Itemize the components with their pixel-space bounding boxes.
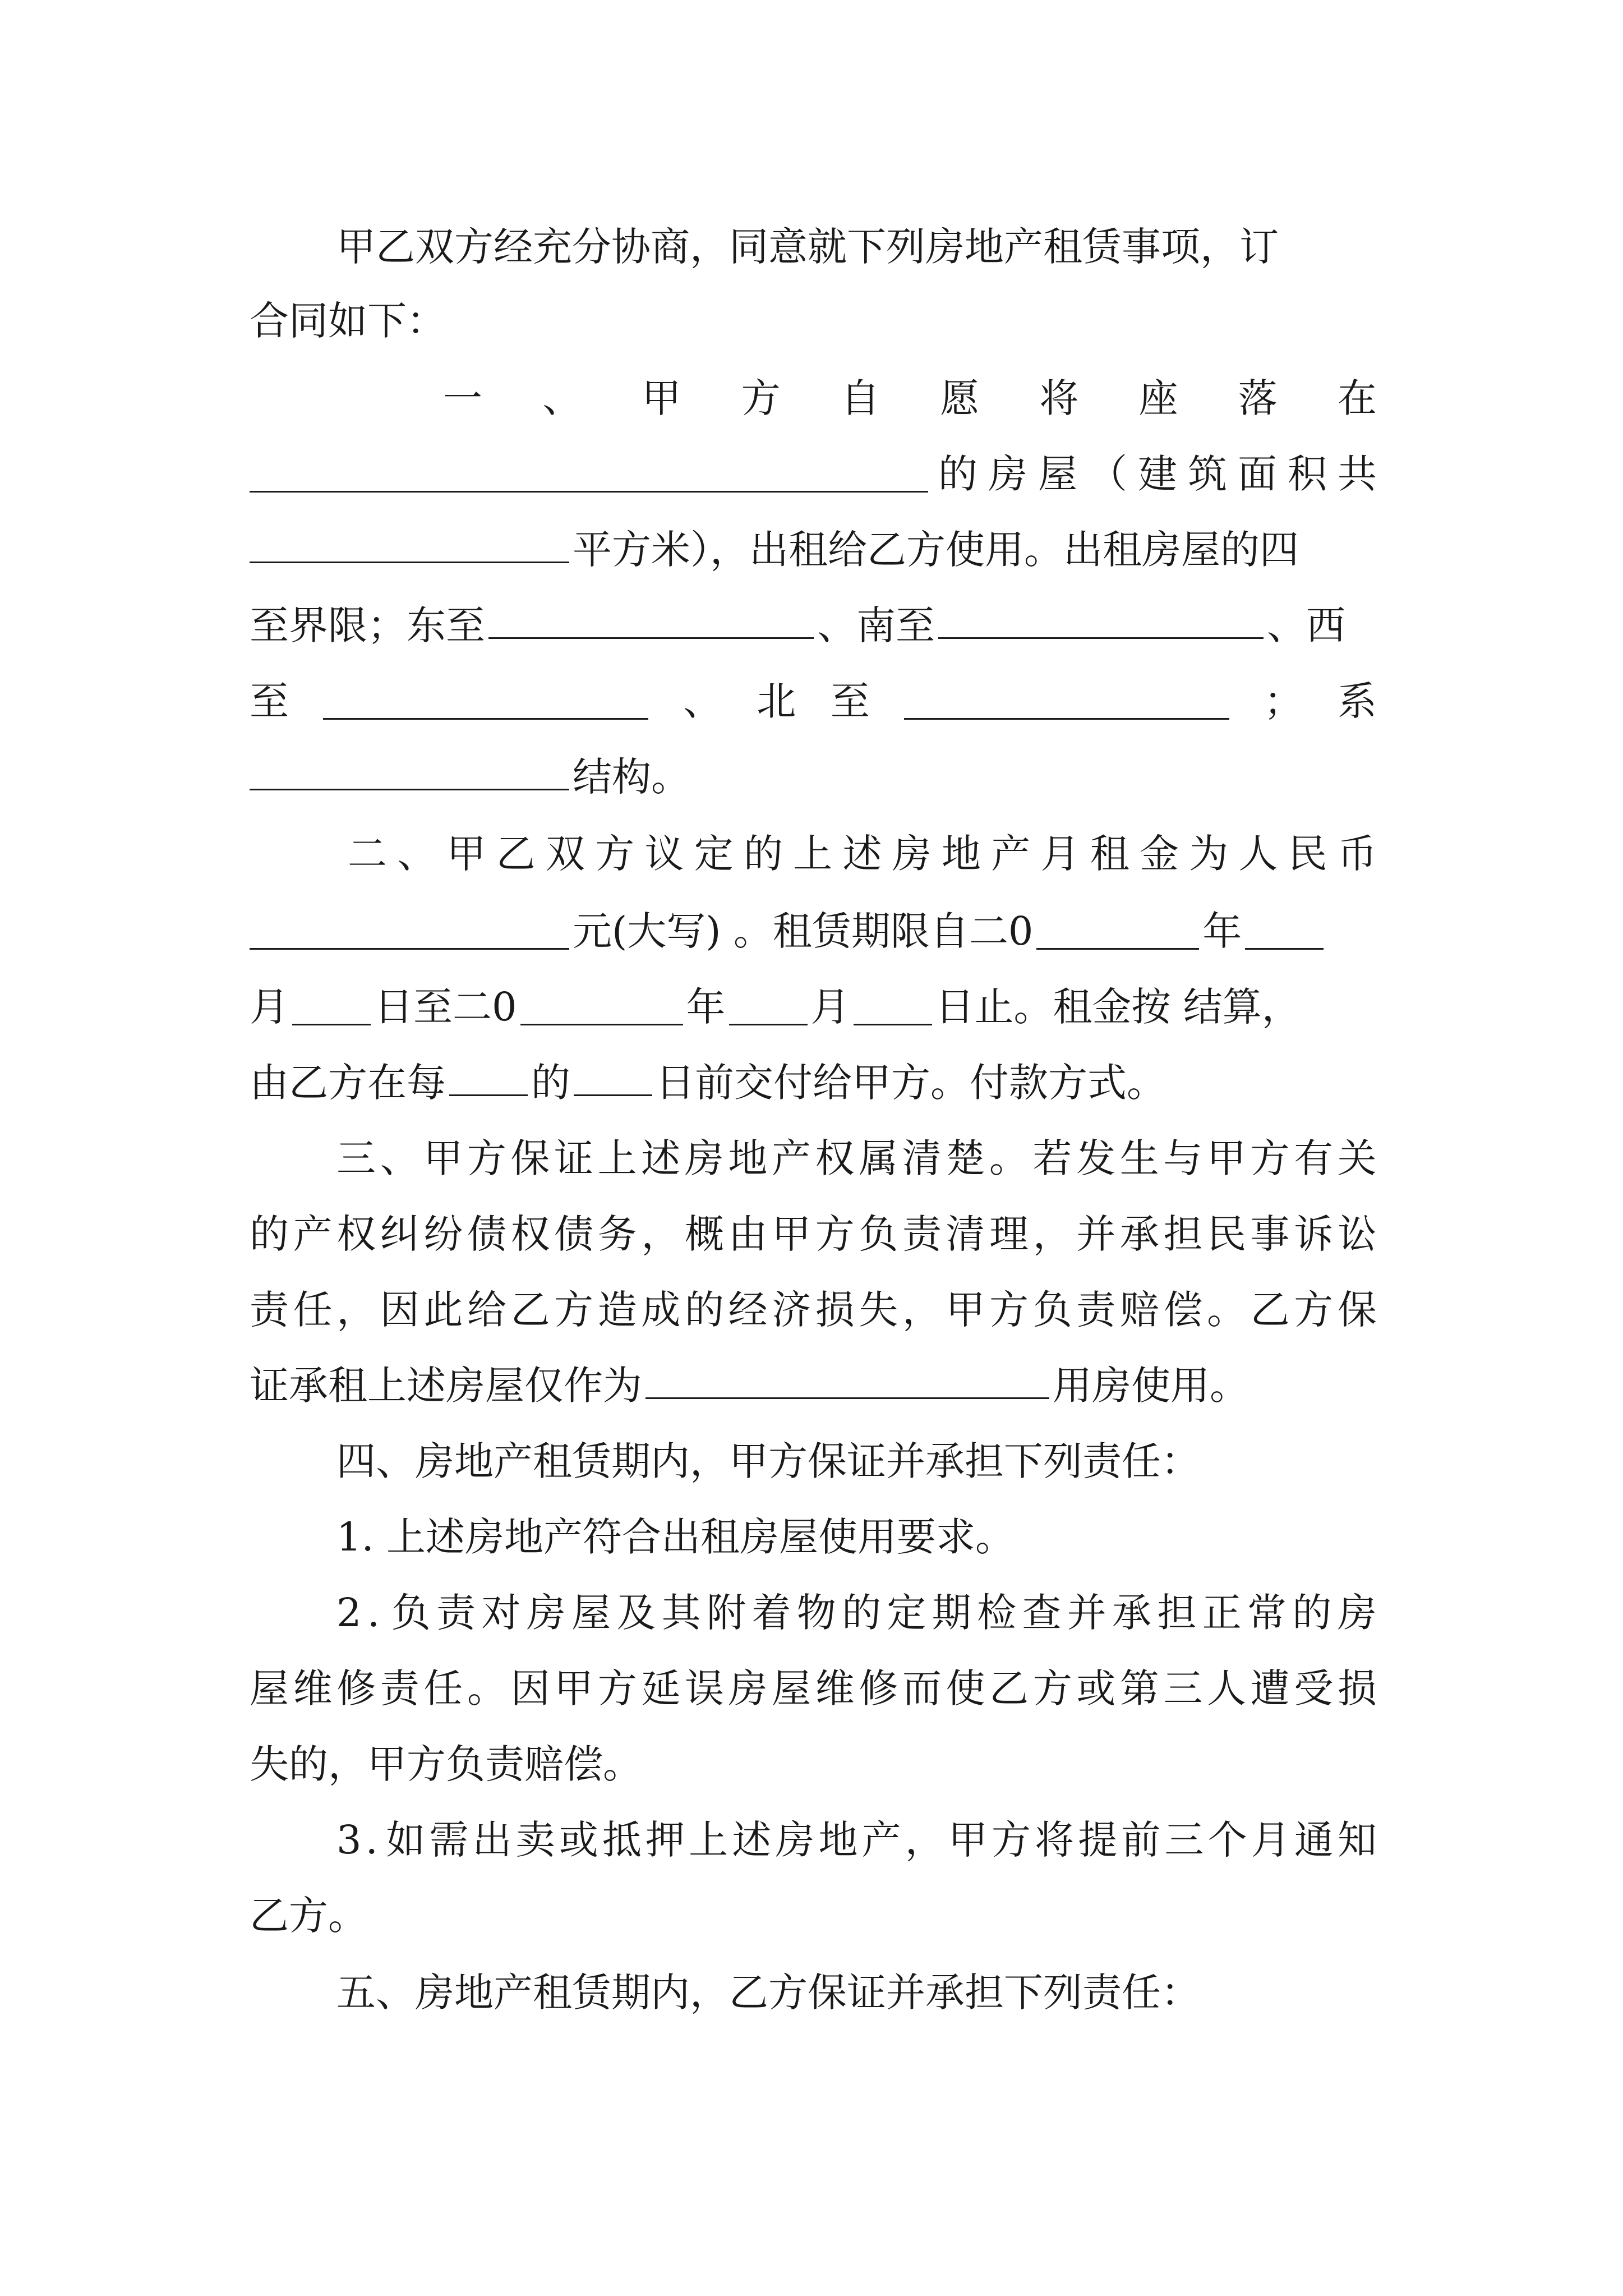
text-char: 、 (380, 1135, 419, 1181)
text-char: 担 (1157, 1590, 1197, 1636)
text-char: 负 (859, 1211, 898, 1257)
text-char: 产 (293, 1211, 333, 1257)
text-line (250, 1206, 1377, 1262)
text-char: 房 (1337, 1590, 1377, 1636)
text-char: 定 (694, 831, 734, 877)
text-segment: ； (1264, 678, 1303, 724)
blank-field-rent-amount[interactable] (250, 913, 569, 950)
text-char: 提 (1078, 1817, 1118, 1863)
blank-field-end-day[interactable] (854, 989, 932, 1025)
text-char: 上 (689, 1817, 728, 1863)
text-char: 如 (386, 1817, 426, 1863)
text-char: 一 (443, 375, 482, 421)
text-char: 落 (1238, 375, 1278, 421)
text-segment: 的 (531, 1060, 570, 1106)
text-char: 甲 (446, 831, 486, 877)
text-segment: 、南至 (817, 602, 935, 648)
text-char: 租 (1090, 831, 1129, 877)
text-char: 方 (1032, 1665, 1072, 1711)
text-char: 修 (336, 1665, 376, 1711)
text-char: ， (902, 1287, 942, 1333)
blank-field-area[interactable] (250, 527, 569, 563)
text-char: 、 (397, 831, 437, 877)
text-line (250, 1055, 1377, 1111)
text-char: 甲 (946, 1287, 985, 1333)
text-char: 2 (336, 1590, 362, 1636)
text-char: 金 (1140, 831, 1179, 877)
text-char: 失 (859, 1287, 898, 1333)
text-char: 诉 (1294, 1211, 1334, 1257)
text-char: 乙 (1250, 1287, 1290, 1333)
text-char: 。 (989, 1135, 1029, 1181)
text-char: 修 (859, 1665, 898, 1711)
text-line (250, 903, 1377, 959)
text-char: 甲 (423, 1135, 463, 1181)
text-char: ， (905, 1817, 944, 1863)
text-char: 维 (293, 1665, 333, 1711)
text-char: 正 (1202, 1590, 1242, 1636)
text-char: 的 (684, 1287, 724, 1333)
text-line (250, 597, 1377, 654)
text-line-content: 甲乙双方经充分协商，同意就下列房地产租赁事项，订 (336, 224, 1279, 270)
text-char: 负 (391, 1590, 431, 1636)
text-char: 此 (423, 1287, 463, 1333)
text-char: 的 (1292, 1590, 1332, 1636)
text-char: 房 (526, 1590, 566, 1636)
text-char: 上 (597, 1135, 637, 1181)
text-char: 偿 (1163, 1287, 1203, 1333)
text-char: 房 (684, 1135, 724, 1181)
text-segment: 元(大写) 。租赁期限自二0 (573, 908, 1034, 954)
text-char: 方 (989, 1287, 1029, 1333)
blank-field-south[interactable] (938, 602, 1264, 639)
text-segment: 至 (250, 678, 289, 724)
text-char: 任 (293, 1287, 333, 1333)
text-char: 附 (707, 1590, 746, 1636)
text-char: 在 (1337, 375, 1377, 421)
text-char: 并 (1067, 1590, 1106, 1636)
text-char: 若 (1032, 1135, 1072, 1181)
text-char: 误 (684, 1665, 724, 1711)
text-char: 责 (250, 1287, 289, 1333)
text-char: 甲 (642, 375, 681, 421)
text-segment: 由乙方在每 (250, 1060, 446, 1106)
text-line-content: 乙方。 (250, 1893, 367, 1939)
text-char: 查 (1022, 1590, 1062, 1636)
text-char: 上 (793, 831, 833, 877)
text-char: 房 (775, 1817, 815, 1863)
text-char: 受 (1294, 1665, 1334, 1711)
text-char: 通 (1294, 1817, 1334, 1863)
text-char: 其 (661, 1590, 701, 1636)
text-char: 济 (772, 1287, 811, 1333)
text-char: 需 (429, 1817, 469, 1863)
text-line (250, 1358, 1377, 1414)
text-line-content: 1. 上述房地产符合出租房屋使用要求。 (336, 1514, 1015, 1560)
text-char: 由 (728, 1211, 768, 1257)
text-char: 民 (1207, 1211, 1247, 1257)
blank-field-start-day[interactable] (292, 989, 371, 1025)
text-char: 及 (616, 1590, 656, 1636)
text-char: 币 (1338, 831, 1377, 877)
text-char: 因 (510, 1665, 550, 1711)
text-char: 损 (815, 1287, 855, 1333)
text-char: 方 (1250, 1135, 1290, 1181)
text-line-content: 五、房地产租赁期内，乙方保证并承担下列责任： (336, 1970, 1200, 2016)
text-line (250, 1736, 1377, 1792)
text-char: 人 (1238, 831, 1278, 877)
text-char: 延 (641, 1665, 681, 1711)
text-char: 民 (1288, 831, 1327, 877)
text-segment: 日前交付给甲方。付款方式。 (656, 1060, 1166, 1106)
text-char: 发 (1076, 1135, 1116, 1181)
text-char: 乙 (496, 831, 536, 877)
list-item (336, 1509, 1377, 1565)
text-char: 地 (728, 1135, 768, 1181)
text-char: 权 (336, 1211, 376, 1257)
text-char: 清 (902, 1135, 942, 1181)
text-char: 有 (1294, 1135, 1334, 1181)
blank-field-pay-period[interactable] (449, 1060, 528, 1096)
text-char: 甲 (948, 1817, 988, 1863)
text-char: 责 (1076, 1287, 1116, 1333)
text-char: 纷 (423, 1211, 463, 1257)
text-char: 关 (1337, 1135, 1377, 1181)
text-char: 述 (842, 831, 882, 877)
text-char: 的 (250, 1211, 289, 1257)
text-char: 产 (991, 831, 1031, 877)
text-char: 人 (1207, 1665, 1247, 1711)
text-line (250, 979, 1377, 1035)
text-char: 任 (423, 1665, 463, 1711)
blank-field-north[interactable] (904, 683, 1229, 720)
text-line-content (938, 446, 1377, 502)
text-char: 使 (946, 1665, 985, 1711)
text-char: 愿 (940, 375, 980, 421)
text-char: 方 (467, 1135, 506, 1181)
list-item (336, 1585, 1377, 1641)
text-char: 建 (1138, 451, 1177, 497)
text-char: 三 (1163, 1665, 1203, 1711)
text-char: 或 (1076, 1665, 1116, 1711)
text-char: 遭 (1250, 1665, 1290, 1711)
text-char: 房 (892, 831, 932, 877)
text-char: 着 (751, 1590, 791, 1636)
blank-field-west[interactable] (323, 683, 648, 720)
text-char: 出 (472, 1817, 512, 1863)
text-char: 积 (1288, 451, 1327, 497)
text-char: 前 (1121, 1817, 1161, 1863)
text-char: 生 (1119, 1135, 1159, 1181)
text-line (336, 1964, 1377, 2021)
blank-field-start-year[interactable] (1036, 913, 1199, 950)
text-segment: 日止。租金按 结算， (935, 984, 1301, 1030)
text-char: 。 (467, 1665, 506, 1711)
text-segment: 月 (250, 984, 289, 1030)
blank-field-structure[interactable] (250, 754, 569, 790)
text-char: 筑 (1188, 451, 1227, 497)
text-char: 定 (887, 1590, 926, 1636)
text-char: 清 (946, 1211, 985, 1257)
text-char: 债 (467, 1211, 506, 1257)
text-char: 为 (1189, 831, 1229, 877)
text-char: 务 (597, 1211, 637, 1257)
text-char: 将 (1039, 375, 1079, 421)
text-char: 保 (510, 1135, 550, 1181)
text-char: 经 (728, 1287, 768, 1333)
text-char: 方 (597, 1665, 637, 1711)
text-char: 纠 (380, 1211, 419, 1257)
text-line (250, 749, 1377, 805)
text-char: 担 (1163, 1211, 1203, 1257)
text-line (250, 446, 1377, 502)
text-char: 月 (1040, 831, 1080, 877)
text-char: 屋 (1038, 451, 1077, 497)
text-char: 屋 (571, 1590, 611, 1636)
blank-field-end-month[interactable] (729, 989, 808, 1025)
text-char: 的 (938, 451, 978, 497)
text-line (348, 826, 1377, 882)
text-char: 检 (977, 1590, 1017, 1636)
text-segment: 至 (830, 678, 870, 724)
text-char: 对 (481, 1590, 521, 1636)
text-line (250, 1282, 1377, 1338)
blank-field-east[interactable] (488, 602, 814, 639)
text-char: 的 (744, 831, 783, 877)
text-char: 责 (902, 1211, 942, 1257)
text-char: 保 (1337, 1287, 1377, 1333)
text-char: 责 (436, 1590, 476, 1636)
text-char: （ (1088, 451, 1127, 497)
text-char: 权 (815, 1135, 855, 1181)
text-char: 产 (861, 1817, 901, 1863)
text-char: 责 (380, 1665, 419, 1711)
text-char: . (365, 1817, 378, 1863)
text-line-content: 平方米），出租给乙方使用。出租房屋的四 (573, 527, 1299, 573)
text-char: 方 (554, 1287, 594, 1333)
text-line-content: 合同如下： (250, 298, 446, 344)
text-char: 将 (1035, 1817, 1075, 1863)
text-char: 维 (815, 1665, 855, 1711)
text-char: 3 (336, 1817, 362, 1863)
text-char: 与 (1163, 1135, 1203, 1181)
blank-field-end-year[interactable] (520, 989, 683, 1025)
text-char: 给 (467, 1287, 506, 1333)
text-char: 楚 (946, 1135, 985, 1181)
text-char: 地 (942, 831, 981, 877)
text-char: 方 (1294, 1287, 1334, 1333)
text-segment: 年 (686, 984, 726, 1030)
blank-field-pay-day[interactable] (574, 1060, 652, 1096)
text-char: 。 (1207, 1287, 1247, 1333)
text-char: 证 (554, 1135, 593, 1181)
text-char: 或 (559, 1817, 598, 1863)
text-char: 造 (597, 1287, 637, 1333)
text-char: 地 (818, 1817, 858, 1863)
list-item (336, 1812, 1377, 1868)
text-char: 产 (771, 1135, 811, 1181)
text-char: 成 (641, 1287, 681, 1333)
text-char: 概 (684, 1211, 724, 1257)
text-char: 抵 (602, 1817, 642, 1863)
text-char: 房 (728, 1665, 768, 1711)
text-char: 讼 (1337, 1211, 1377, 1257)
text-char: 常 (1247, 1590, 1287, 1636)
text-line (250, 1888, 1377, 1944)
text-char: 三 (336, 1135, 376, 1181)
blank-field-start-month[interactable] (1245, 913, 1324, 950)
text-char: 房 (988, 451, 1027, 497)
text-segment: 证承租上述房屋仅作为 (250, 1363, 642, 1409)
text-char: 、 (542, 375, 582, 421)
text-line (336, 1433, 1377, 1489)
text-char: ， (336, 1287, 376, 1333)
text-char: 述 (732, 1817, 772, 1863)
text-line (250, 673, 1377, 729)
text-segment: 、西 (1267, 602, 1345, 648)
text-char: 方 (595, 831, 635, 877)
text-segment: 年 (1202, 908, 1242, 954)
blank-field-usage[interactable] (645, 1363, 1049, 1399)
text-char: 月 (1251, 1817, 1290, 1863)
text-char: 三 (1164, 1817, 1204, 1863)
text-line (250, 1660, 1377, 1717)
text-char: 物 (796, 1590, 836, 1636)
text-segment: 月 (810, 984, 850, 1030)
text-char: 共 (1338, 451, 1377, 497)
text-char: 议 (644, 831, 684, 877)
text-char: 债 (554, 1211, 594, 1257)
text-char: ， (641, 1211, 681, 1257)
text-char: 卖 (515, 1817, 555, 1863)
text-char: 承 (1119, 1211, 1159, 1257)
text-char: 第 (1119, 1665, 1159, 1711)
text-segment: 至界限；东至 (250, 602, 485, 648)
text-char: 甲 (772, 1211, 811, 1257)
text-char: 个 (1207, 1817, 1247, 1863)
text-char: 的 (842, 1590, 882, 1636)
text-segment: 、 (683, 678, 722, 724)
text-char: 甲 (1206, 1135, 1246, 1181)
text-segment: 北 (757, 678, 796, 724)
text-char: 负 (1032, 1287, 1072, 1333)
text-char: 押 (645, 1817, 685, 1863)
text-char: 面 (1238, 451, 1277, 497)
text-char: 承 (1112, 1590, 1152, 1636)
text-segment: 日至二0 (374, 984, 517, 1030)
text-char: 权 (510, 1211, 550, 1257)
text-char: 而 (902, 1665, 942, 1711)
text-char: 双 (546, 831, 585, 877)
text-line-content: 四、房地产租赁期内，甲方保证并承担下列责任： (336, 1438, 1200, 1484)
text-char: 方 (741, 375, 781, 421)
text-line (250, 293, 1377, 349)
text-line-content: 失的，甲方负责赔偿。 (250, 1741, 642, 1787)
text-char: 损 (1337, 1665, 1377, 1711)
text-char: 乙 (989, 1665, 1029, 1711)
text-line (250, 522, 1377, 578)
text-char: 二 (348, 831, 387, 877)
text-char: 甲 (554, 1665, 594, 1711)
text-segment: 用房使用。 (1053, 1363, 1249, 1409)
text-char: 理 (989, 1211, 1029, 1257)
text-char: 屋 (250, 1665, 289, 1711)
text-char: 并 (1076, 1211, 1116, 1257)
blank-field-address[interactable] (250, 456, 928, 493)
text-char: 方 (991, 1817, 1031, 1863)
text-line-content: 结构。 (573, 754, 690, 800)
text-char: 述 (641, 1135, 681, 1181)
text-segment: 系 (1337, 678, 1377, 724)
text-char: 座 (1138, 375, 1178, 421)
text-char: 因 (380, 1287, 419, 1333)
text-line (336, 219, 1377, 275)
text-char: . (367, 1590, 380, 1636)
text-char: 知 (1337, 1817, 1377, 1863)
text-char: 乙 (510, 1287, 550, 1333)
text-line (336, 1130, 1377, 1186)
text-char: 自 (840, 375, 880, 421)
text-char: 属 (859, 1135, 898, 1181)
text-char: 屋 (772, 1665, 811, 1711)
text-char: 期 (932, 1590, 971, 1636)
text-char: ， (1032, 1211, 1072, 1257)
text-char: 事 (1250, 1211, 1290, 1257)
text-char: 方 (815, 1211, 855, 1257)
text-char: 赔 (1119, 1287, 1159, 1333)
clause-one-heading-line (443, 370, 1377, 426)
